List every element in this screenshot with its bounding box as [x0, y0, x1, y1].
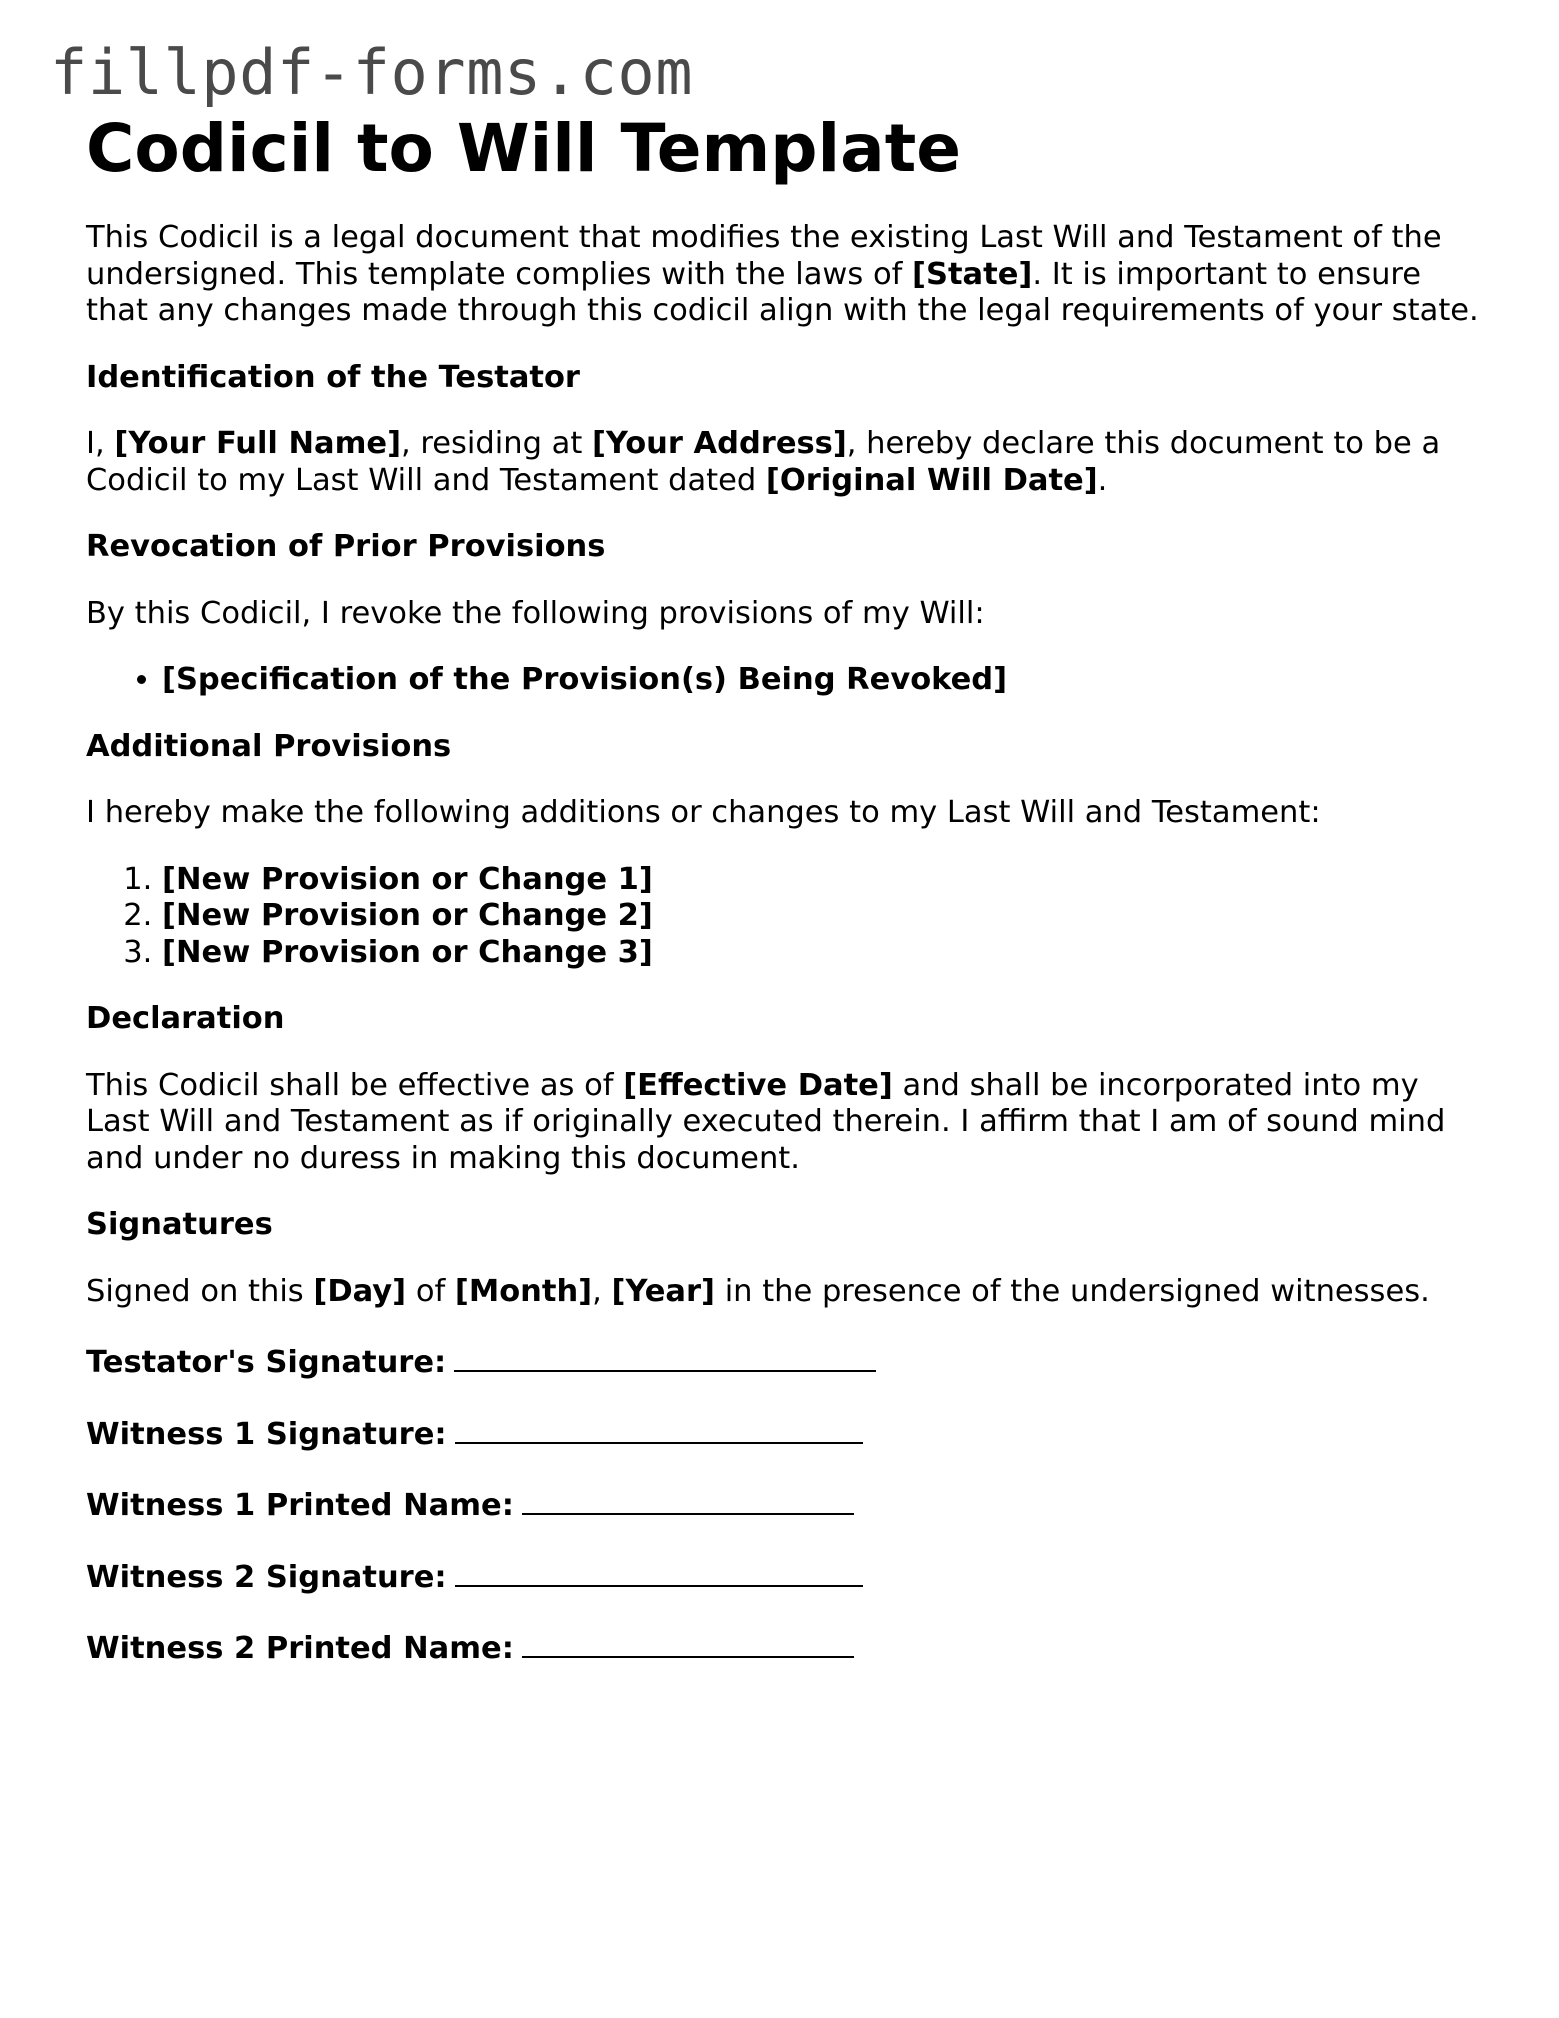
- intro-paragraph: [86, 220, 1486, 330]
- identification-text-2: , residing at: [401, 426, 592, 461]
- witness1-name-line: [86, 1483, 1486, 1525]
- declaration-text-2: and shall be incorporated into my Last Will and Testament as if originally executed therein. I affirm that I am of sound mind and under no duress in making this document.: [86, 1067, 1446, 1176]
- additional-list: [86, 862, 1486, 972]
- declaration-text-1: This Codicil shall be effective as of: [86, 1067, 624, 1103]
- witness2-signature-line: [86, 1555, 1486, 1597]
- list-item: [162, 862, 1486, 899]
- witness2-signature-label: Witness 2 Signature:: [86, 1559, 447, 1595]
- section-heading-identification: Identification of the Testator: [86, 359, 580, 395]
- section-heading-declaration: Declaration: [86, 1001, 285, 1036]
- revocation-paragraph: By this Codicil, I revoke the following provisions of my Will:: [86, 595, 985, 631]
- witness2-name-field[interactable]: [522, 1626, 854, 1658]
- document-body: [86, 108, 1486, 1668]
- will-date-placeholder: [Original Will Date]: [765, 462, 1098, 498]
- witness2-name-label: Witness 2 Printed Name:: [86, 1631, 514, 1666]
- intro-text-1: This Codicil is a legal document that modifies the existing Last Will and Testament of the undersigned. This template complies with the laws of: [86, 220, 1442, 292]
- revoked-provision-placeholder: [Specification of the Provision(s) Being Revoked]: [162, 662, 1008, 697]
- signed-text-1: Signed on this: [86, 1273, 314, 1309]
- witness1-name-field[interactable]: [522, 1483, 854, 1515]
- identification-text-1: I,: [86, 426, 115, 461]
- identification-paragraph: [86, 426, 1486, 499]
- section-heading-signatures: Signatures: [86, 1207, 273, 1242]
- identification-text-3: , hereby declare this document to be a Codicil to my Last Will and Testament dated: [86, 426, 1441, 498]
- section-heading-additional: Additional Provisions: [86, 728, 452, 764]
- new-provision-placeholder: [New Provision or Change 3]: [162, 934, 653, 970]
- witness2-name-line: [86, 1626, 1486, 1668]
- testator-signature-line: [86, 1340, 1486, 1382]
- signed-text-3: ,: [592, 1273, 612, 1309]
- state-placeholder: [State]: [912, 256, 1033, 292]
- signed-text-4: in the presence of the undersigned witnesses.: [715, 1273, 1430, 1309]
- address-placeholder: [Your Address]: [591, 426, 847, 461]
- list-item: [162, 935, 1486, 972]
- declaration-paragraph: [86, 1068, 1486, 1178]
- watermark: fillpdf-forms.com: [50, 36, 694, 109]
- witness1-signature-field[interactable]: [455, 1412, 863, 1444]
- witness1-signature-line: [86, 1412, 1486, 1454]
- day-placeholder: [Day]: [313, 1273, 407, 1309]
- witness1-name-label: Witness 1 Printed Name:: [86, 1488, 514, 1523]
- new-provision-placeholder: [New Provision or Change 2]: [162, 898, 653, 933]
- year-placeholder: [Year]: [611, 1273, 715, 1309]
- testator-signature-field[interactable]: [454, 1340, 876, 1372]
- witness2-signature-field[interactable]: [455, 1555, 863, 1587]
- full-name-placeholder: [Your Full Name]: [114, 426, 402, 461]
- testator-signature-label: Testator's Signature:: [86, 1345, 447, 1380]
- effective-date-placeholder: [Effective Date]: [623, 1067, 893, 1103]
- month-placeholder: [Month]: [454, 1273, 593, 1309]
- witness1-signature-label: Witness 1 Signature:: [86, 1416, 447, 1452]
- intro-text-2: . It is important to ensure that any changes made through this codicil align with the legal requirements of your state.: [86, 256, 1479, 328]
- page-title: Codicil to Will Template: [86, 110, 962, 187]
- list-item: [162, 898, 1486, 935]
- revocation-list: [86, 662, 1486, 699]
- new-provision-placeholder: [New Provision or Change 1]: [162, 861, 653, 897]
- list-item: [162, 662, 1486, 699]
- signed-text-2: of: [406, 1273, 455, 1309]
- identification-text-4: .: [1097, 462, 1108, 498]
- section-heading-revocation: Revocation of Prior Provisions: [86, 529, 606, 564]
- additional-paragraph: I hereby make the following additions or changes to my Last Will and Testament:: [86, 795, 1321, 830]
- signed-on-paragraph: [86, 1274, 1486, 1311]
